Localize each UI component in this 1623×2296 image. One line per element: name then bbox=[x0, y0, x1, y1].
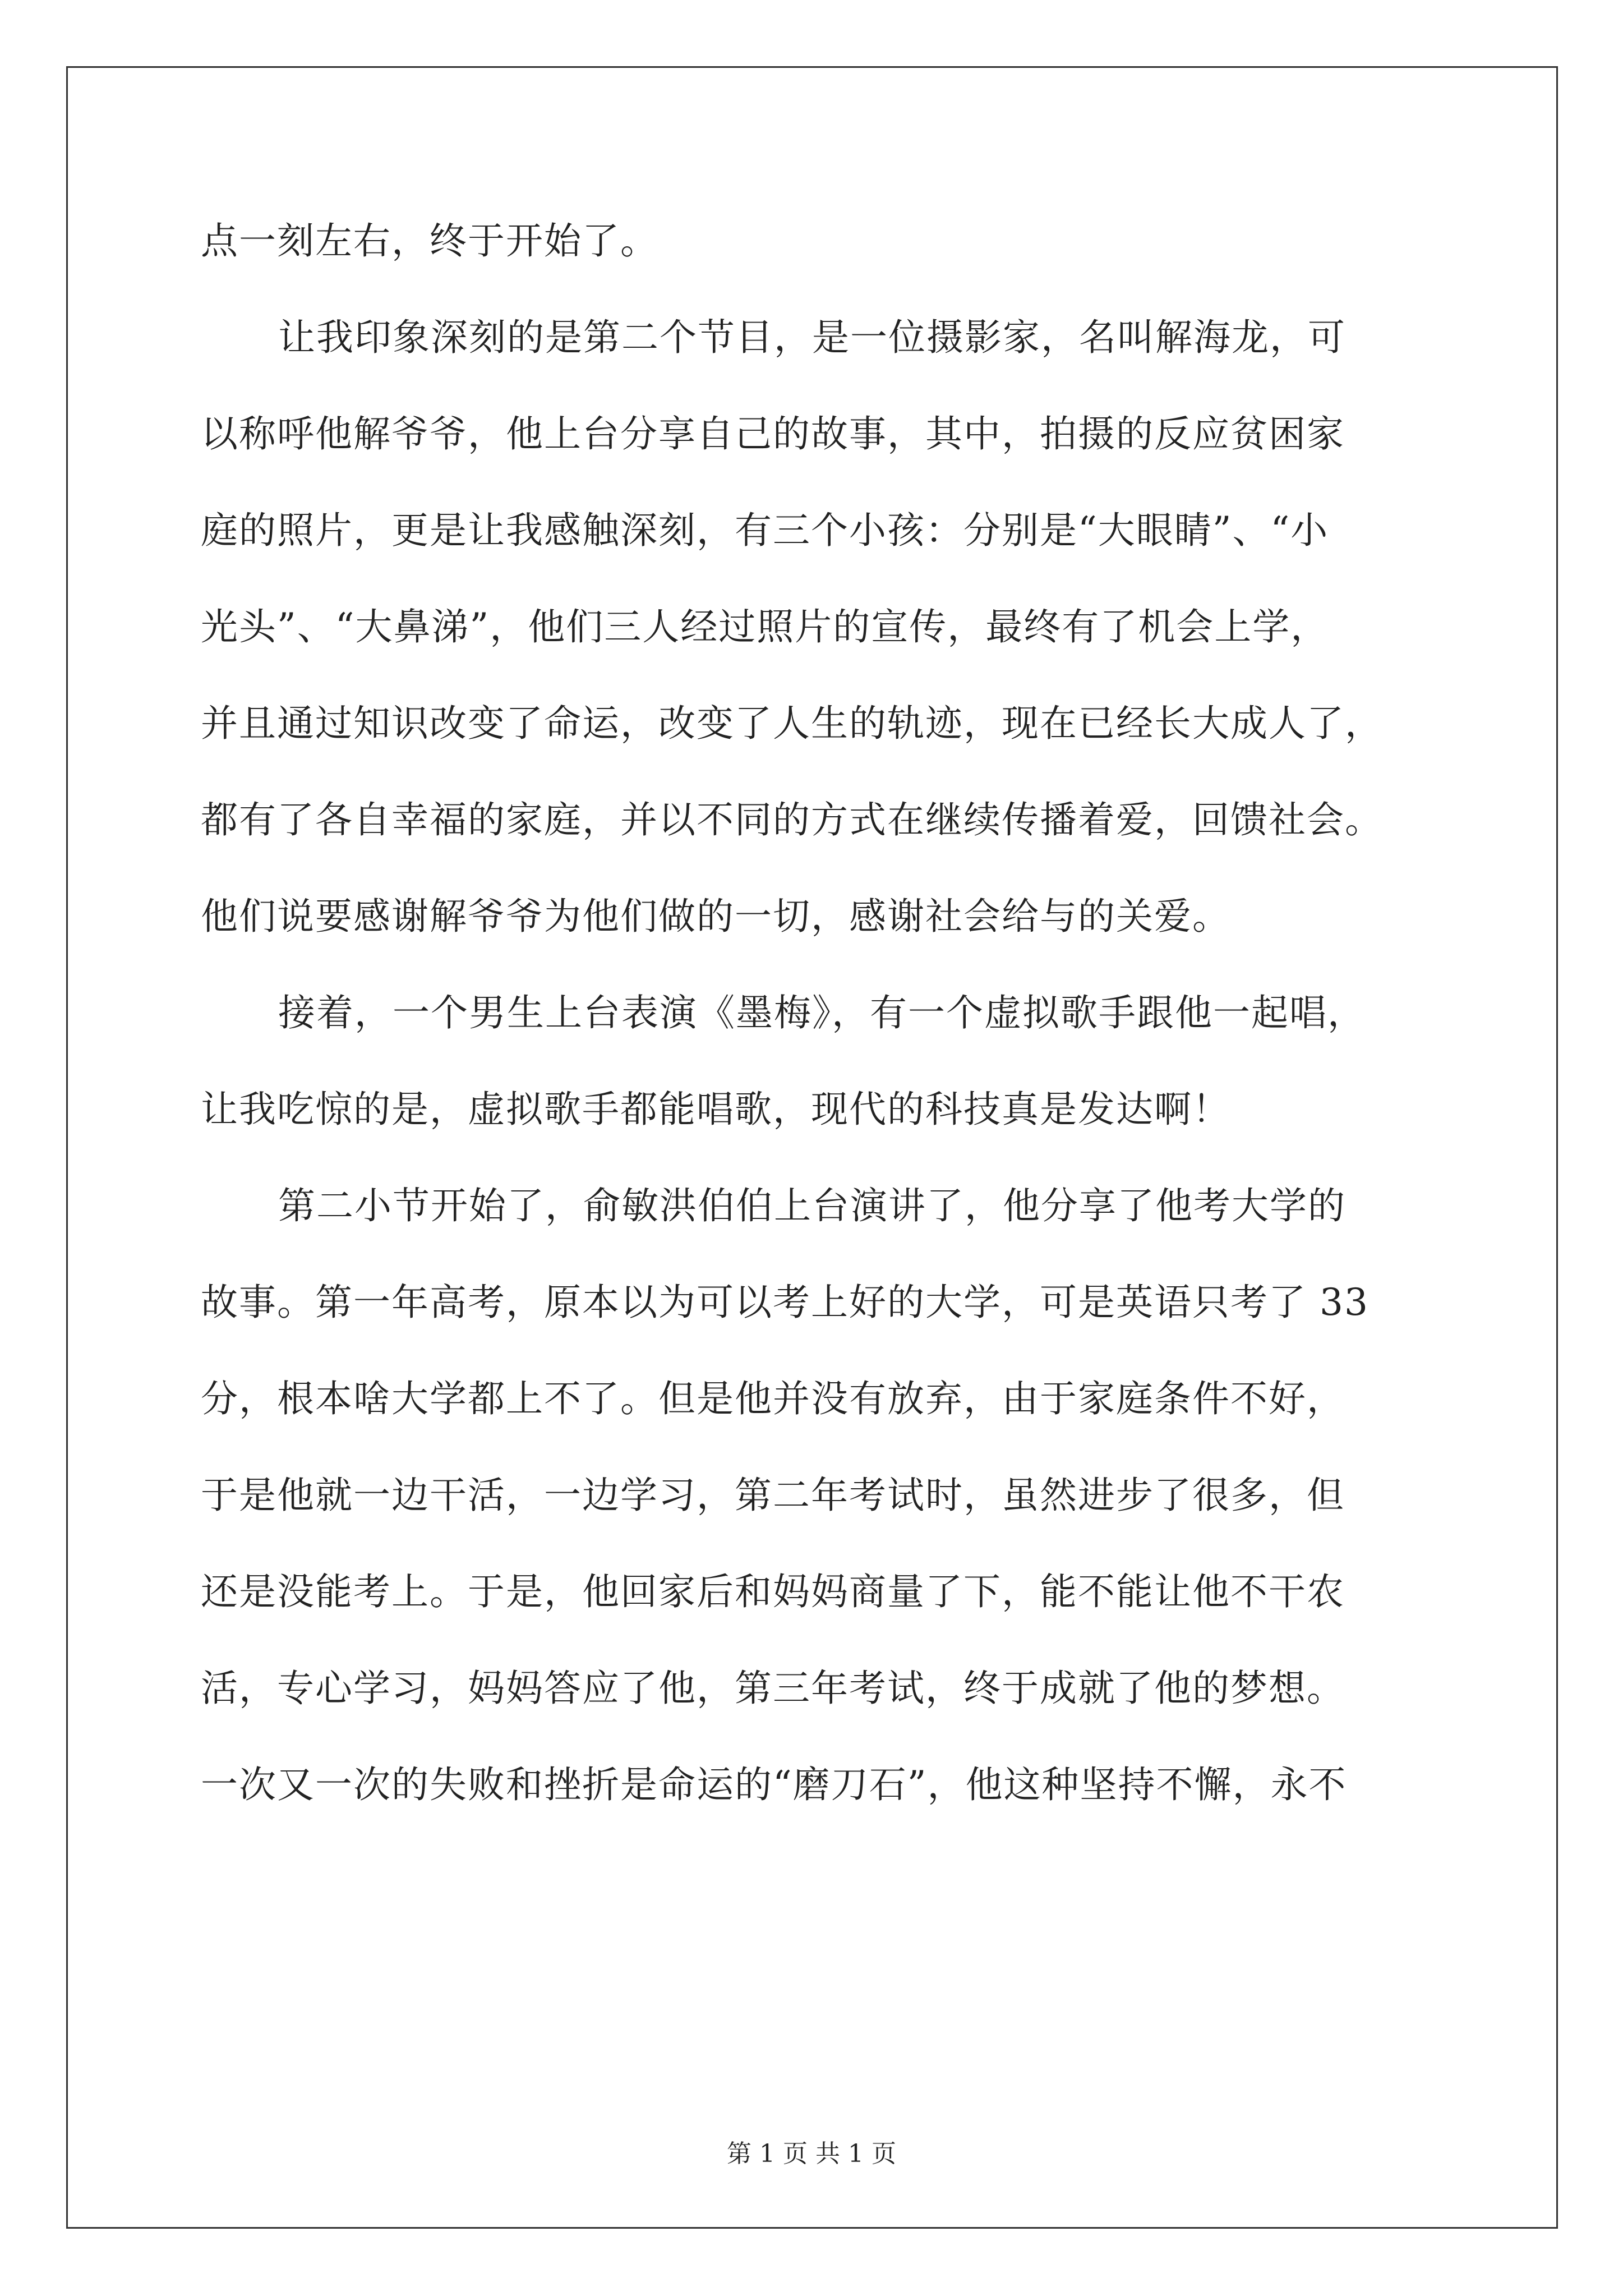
text-line: 让我吃惊的是，虚拟歌手都能唱歌，现代的科技真是发达啊！ bbox=[201, 1088, 1230, 1131]
text-line: 第二小节开始了，俞敏洪伯伯上台演讲了，他分享了他考大学的 bbox=[278, 1184, 1346, 1227]
text-line: 接着，一个男生上台表演《墨梅》，有一个虚拟歌手跟他一起唱， bbox=[278, 991, 1366, 1034]
text-line: 分，根本啥大学都上不了。但是他并没有放弃，由于家庭条件不好， bbox=[201, 1377, 1345, 1420]
text-line: 让我印象深刻的是第二个节目，是一位摄影家，名叫解海龙，可 bbox=[278, 316, 1346, 359]
text-line: 庭的照片，更是让我感触深刻，有三个小孩：分别是“大眼睛”、“小 bbox=[201, 509, 1329, 552]
text-line: 并且通过知识改变了命运，改变了人生的轨迹，现在已经长大成人了， bbox=[201, 702, 1383, 745]
page-footer: 第 1 页 共 1 页 bbox=[727, 2139, 896, 2168]
text-line: 还是没能考上。于是，他回家后和妈妈商量了下，能不能让他不干农 bbox=[201, 1570, 1345, 1613]
text-line: 于是他就一边干活，一边学习，第二年考试时，虽然进步了很多，但 bbox=[201, 1474, 1345, 1517]
text-line: 他们说要感谢解爷爷为他们做的一切，感谢社会给与的关爱。 bbox=[201, 895, 1230, 938]
text-line: 光头”、“大鼻涕”，他们三人经过照片的宣传，最终有了机会上学， bbox=[201, 605, 1329, 648]
document-body bbox=[201, 208, 1435, 1848]
text-line: 都有了各自幸福的家庭，并以不同的方式在继续传播着爱，回馈社会。 bbox=[201, 798, 1383, 841]
text-line: 故事。第一年高考，原本以为可以考上好的大学，可是英语只考了 33 bbox=[201, 1281, 1369, 1324]
text-line: 以称呼他解爷爷，他上台分享自己的故事，其中，拍摄的反应贫困家 bbox=[201, 412, 1345, 455]
text-line: 一次又一次的失败和挫折是命运的“磨刀石”，他这种坚持不懈，永不 bbox=[201, 1763, 1347, 1806]
text-line: 活，专心学习，妈妈答应了他，第三年考试，终于成就了他的梦想。 bbox=[201, 1667, 1345, 1710]
text-line: 点一刻左右，终于开始了。 bbox=[201, 219, 658, 263]
